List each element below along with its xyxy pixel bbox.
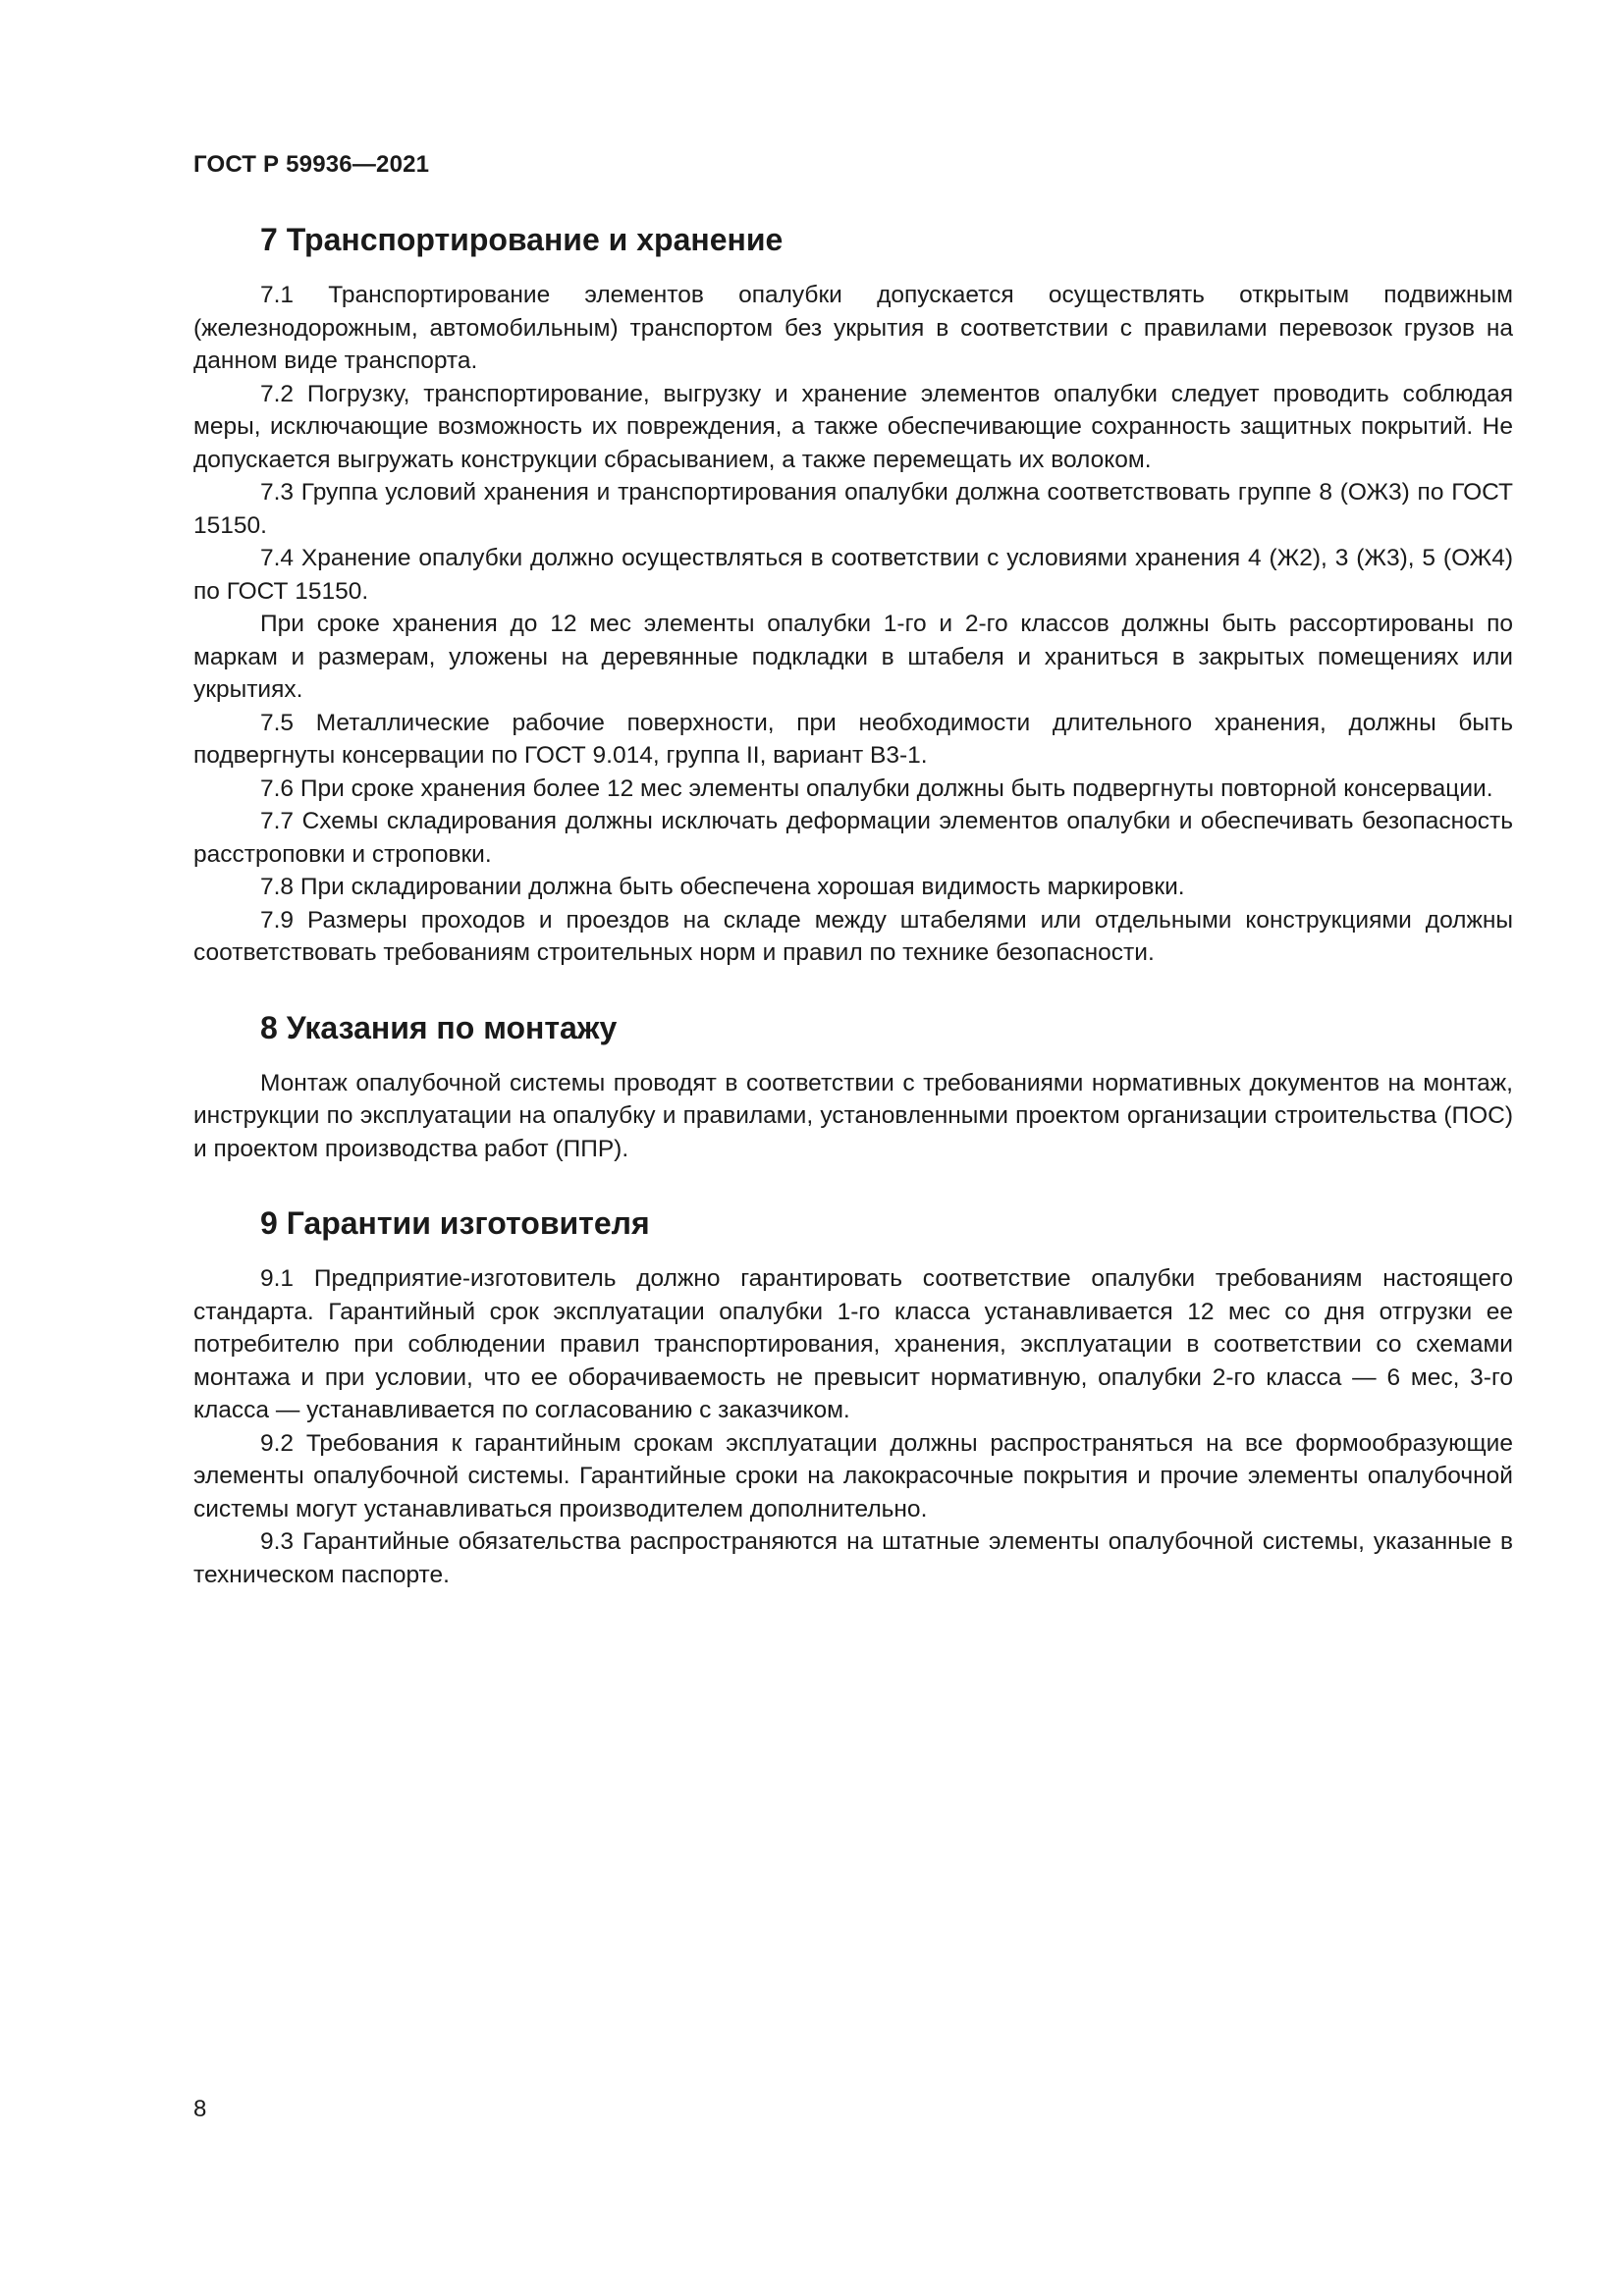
section-transport-storage — [193, 218, 1513, 970]
paragraph: 7.2 Погрузку, транспортирование, выгрузку и хранение элементов опалубки следует проводить соблюдая меры, исключающие возможность их повреждения, а также обеспечивающие сохранность защитных покрытий. Не допускается выгружать конструкции сбрасыванием, а также перемещать их волоком. — [193, 380, 1513, 473]
document-body — [193, 218, 1513, 1591]
section-title: 9 Гарантии изготовителя — [260, 1205, 650, 1241]
section-warranty — [193, 1201, 1513, 1591]
document-id-header: ГОСТ Р 59936—2021 — [193, 151, 430, 178]
paragraph: 9.1 Предприятие-изготовитель должно гарантировать соответствие опалубки требованиям настоящего стандарта. Гарантийный срок эксплуатации опалубки 1-го класса устанавливается 12 мес со дня отгрузки ее потребителю при соблюдении правил транспортирования, хранения, эксплуатации в соответствии со схемами монтажа и при условии, что ее оборачиваемость не превысит нормативную, опалубки 2-го класса — 6 мес, 3-го класса — устанавливается по согласованию с заказчиком. — [193, 1265, 1513, 1423]
paragraph: При сроке хранения до 12 мес элементы опалубки 1-го и 2-го классов должны быть рассортированы по маркам и размерам, уложены на деревянные подкладки в штабеля и храниться в закрытых помещениях или укрытиях. — [193, 611, 1513, 703]
section-body — [193, 1262, 1513, 1591]
section-body — [193, 279, 1513, 970]
paragraph: 7.9 Размеры проходов и проездов на складе между штабелями или отдельными конструкциями должны соответствовать требованиям строительных норм и правил по технике безопасности. — [193, 906, 1513, 966]
paragraph: 7.1 Транспортирование элементов опалубки допускается осуществлять открытым подвижным (железнодорожным, автомобильным) транспортом без укрытия в соответствии с правилами перевозок грузов на данном виде транспорта. — [193, 282, 1513, 374]
section-installation — [193, 1006, 1513, 1166]
section-title: 8 Указания по монтажу — [260, 1009, 618, 1045]
paragraph: 9.3 Гарантийные обязательства распространяются на штатные элементы опалубочной системы, указанные в техническом паспорте. — [193, 1528, 1513, 1588]
section-body — [193, 1067, 1513, 1166]
paragraph: 7.5 Металлические рабочие поверхности, при необходимости длительного хранения, должны быть подвергнуты консервации по ГОСТ 9.014, группа II, вариант В3-1. — [193, 709, 1513, 769]
paragraph: 7.3 Группа условий хранения и транспортирования опалубки должна соответствовать группе 8 (ОЖ3) по ГОСТ 15150. — [193, 479, 1513, 539]
section-title: 7 Транспортирование и хранение — [260, 222, 784, 257]
paragraph: 7.7 Схемы складирования должны исключать деформации элементов опалубки и обеспечивать безопасность расстроповки и строповки. — [193, 808, 1513, 868]
page-number: 8 — [193, 2096, 207, 2122]
paragraph: 7.6 При сроке хранения более 12 мес элементы опалубки должны быть подвергнуты повторной консервации. — [260, 774, 1493, 802]
paragraph: 9.2 Требования к гарантийным срокам эксплуатации должны распространяться на все формообразующие элементы опалубочной системы. Гарантийные сроки на лакокрасочные покрытия и прочие элементы опалубочной системы могут устанавливаться производителем дополнительно. — [193, 1429, 1513, 1522]
paragraph: Монтаж опалубочной системы проводят в соответствии с требованиями нормативных документов на монтаж, инструкции по эксплуатации на опалубку и правилами, установленными проектом организации строительства (ПОС) и проектом производства работ (ППР). — [193, 1069, 1513, 1162]
paragraph: 7.8 При складировании должна быть обеспечена хорошая видимость маркировки. — [260, 874, 1185, 900]
paragraph: 7.4 Хранение опалубки должно осуществляться в соответствии с условиями хранения 4 (Ж2), 3 (Ж3), 5 (ОЖ4) по ГОСТ 15150. — [193, 545, 1513, 605]
